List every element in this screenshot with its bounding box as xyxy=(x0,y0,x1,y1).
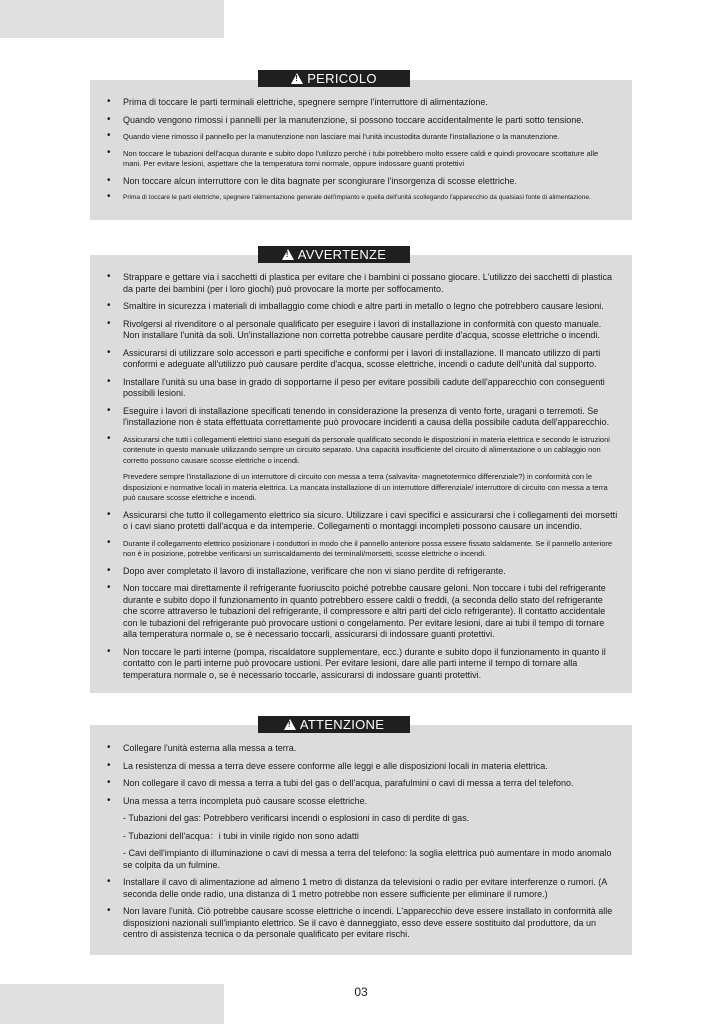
pericolo-list xyxy=(90,97,632,208)
list-item: • Rivolgersi al rivenditore o al personale qualificato per eseguire i lavori di installazione in conformità con questo manuale. Non installare l'unità da soli. Un'installazione non corretta potrebbe causare perdite d'acqua, scosse elettriche o incendi. xyxy=(90,319,632,342)
list-item: • Strappare e gettare via i sacchetti di plastica per evitare che i bambini ci possano giocare. L'utilizzo dei sacchetti di plastica da parte dei bambini (per i loro giochi) può provocare la morte per soffocamento. xyxy=(90,272,632,295)
list-item: • Installare l'unità su una base in grado di sopportarne il peso per evitare possibili cadute dell'apparecchio con conseguenti possibili lesioni. xyxy=(90,377,632,400)
attenzione-title: ATTENZIONE xyxy=(299,717,385,732)
warning-triangle-icon xyxy=(284,719,296,730)
attenzione-list xyxy=(90,743,632,947)
pericolo-title: PERICOLO xyxy=(307,71,377,86)
list-item: • Smaltire in sicurezza i materiali di imballaggio come chiodi e altre parti in metallo o legno che potrebbero causare lesioni. xyxy=(90,301,632,313)
list-item: • Prima di toccare le parti terminali elettriche, spegnere sempre l'interruttore di alimentazione. xyxy=(90,97,632,109)
list-item: • Eseguire i lavori di installazione specificati tenendo in considerazione la presenza di vento forte, uragani o terremoti. Se l'installazione non è stata effettuata correttamente può provocare incidenti a causa della possibile caduta dell'apparecchio. xyxy=(90,406,632,429)
attenzione-panel xyxy=(90,725,632,955)
list-item: • Installare il cavo di alimentazione ad almeno 1 metro di distanza da televisioni o radio per evitare interferenze o rumori. (A seconda delle onde radio, una distanza di 1 metro potrebbe non essere sufficiente per eliminare il rumore.) xyxy=(90,877,632,900)
list-item: • Non toccare mai direttamente il refrigerante fuoriuscito poiché potrebbe causare geloni. Non toccare i tubi del refrigerante durante e subito dopo il funzionamento in quanto potrebbero essere caldi o freddi, (a seconda dello stato del refrigerante che scorre attraverso le tubazioni del refrigerante, il compressore e altri parti del ciclo refrigerante). Il contatto accidentale con le tubazioni del refrigerante può provocare ustioni o congelamento. Per evitare lesioni, dare ai tubi il tempo di tornare alla temperatura normale o, se è necessario toccarli, assicurarsi di indossare guanti protettivi. xyxy=(90,583,632,641)
page-number: 03 xyxy=(354,985,368,999)
warning-triangle-icon xyxy=(282,249,294,260)
list-item: • Quando vengono rimossi i pannelli per la manutenzione, si possono toccare accidentalmente le parti sotto tensione. xyxy=(90,115,632,127)
list-item: • Non toccare alcun interruttore con le dita bagnate per scongiurare l'insorgenza di scosse elettriche. xyxy=(90,176,632,188)
attenzione-header xyxy=(258,716,410,733)
list-item: - Tubazioni del gas: Potrebbero verificarsi incendi o esplosioni in caso di perdite di gas. xyxy=(123,813,470,823)
pericolo-panel xyxy=(90,80,632,220)
avvertenze-list xyxy=(90,272,632,687)
list-item: Prevedere sempre l'installazione di un interruttore di circuito con messa a terra (salvavita- magnetotermico differenziale?) in conformità con le disposizioni e normative locali in materia elettrica. La mancata installazione di un interruttore differenziale/ interruttore di circuito con messa a terra può causare scosse elettriche e incendi. xyxy=(123,472,608,502)
list-item: • Assicurarsi che tutto il collegamento elettrico sia sicuro. Utilizzare i cavi specifici e assicurarsi che i collegamenti dei morsetti o i cavi siano protetti dall'acqua e da intemperie. Collegamenti o montaggi incompleti possono causare un incendio. xyxy=(90,510,632,533)
list-item: • Quando viene rimosso il pannello per la manutenzione non lasciare mai l'unità incustodita durante l'installazione o la manutenzione. xyxy=(90,132,632,143)
list-item: • Dopo aver completato il lavoro di installazione, verificare che non vi siano perdite di refrigerante. xyxy=(90,566,632,578)
page-tab-top xyxy=(0,0,224,38)
list-item: • Assicurarsi che tutti i collegamenti elettrici siano eseguiti da personale qualificato secondo le disposizioni in materia elettrica e secondo le istruzioni contenute in questo manuale utilizzando sempre un circuito separato. Una capacità insufficiente del circuito di alimentazione o un cablaggio non corretto possono causare scosse elettriche o incendi. xyxy=(90,435,632,467)
list-item: - Cavi dell'impianto di illuminazione o cavi di messa a terra del telefono: la soglia elettrica può aumentare in modo anomalo se colpita da un fulmine. xyxy=(123,848,612,870)
list-item: • Non toccare le tubazioni dell'acqua durante e subito dopo l'utilizzo perchè i tubi potrebbero molto essere caldi e quindi provocare scottature alle mani. Per evitare lesioni, aspettare che la temperatura torni normale, oppure indossare guanti protettivi xyxy=(90,149,632,170)
avvertenze-title: AVVERTENZE xyxy=(297,247,387,262)
list-item: • Una messa a terra incompleta può causare scosse elettriche. xyxy=(90,796,632,808)
list-item: • Non lavare l'unità. Ciò potrebbe causare scosse elettriche o incendi. L'apparecchio deve essere installato in conformità alle disposizioni nazionali sull'impianto elettrico. Se il cavo è danneggiato, esso deve essere sostituito dal produttore, da un centro di assistenza tecnica o da personale qualificato per evitare rischi. xyxy=(90,906,632,941)
avvertenze-panel xyxy=(90,255,632,693)
list-item: • Non toccare le parti interne (pompa, riscaldatore supplementare, ecc.) durante e subito dopo il funzionamento in quanto il contatto con le parti interne può provocare ustioni. Per evitare lesioni, dare alle parti interne il tempo di tornare alla temperatura normale o, se è necessario toccarle, assicurarsi di indossare guanti protettivi. xyxy=(90,647,632,682)
list-item: • Prima di toccare le parti elettriche, spegnere l'alimentazione generale dell'impianto e quella dell'unità scollegando l'apparecchio da qualsiasi fonte di alimentazione. xyxy=(90,193,632,202)
list-item: - Tubazioni dell'acqua：i tubi in vinile rigido non sono adatti xyxy=(123,830,359,841)
list-item: • La resistenza di messa a terra deve essere conforme alle leggi e alle disposizioni locali in materia elettrica. xyxy=(90,761,632,773)
list-item: • Assicurarsi di utilizzare solo accessori e parti specifiche e conformi per i lavori di installazione. Il mancato utilizzo di parti conformi e adeguate all'utilizzo può causare perdite d'acqua, scosse elettriche, incendi o cadute dell'unità dal supporto. xyxy=(90,348,632,371)
list-item: • Durante il collegamento elettrico posizionare i conduttori in modo che il pannello anteriore possa essere fissato saldamente. Se il pannello anteriore non è in posizione, potrebbe verificarsi un surriscaldamento dei terminali/morsetti, scosse elettriche o incendi. xyxy=(90,539,632,560)
list-item: • Non collegare il cavo di messa a terra a tubi del gas o dell'acqua, parafulmini o cavi di messa a terra del telefono. xyxy=(90,778,632,790)
avvertenze-header xyxy=(258,246,410,263)
warning-triangle-icon xyxy=(291,73,303,84)
list-item: • Collegare l'unità esterna alla messa a terra. xyxy=(90,743,632,755)
pericolo-header xyxy=(258,70,410,87)
